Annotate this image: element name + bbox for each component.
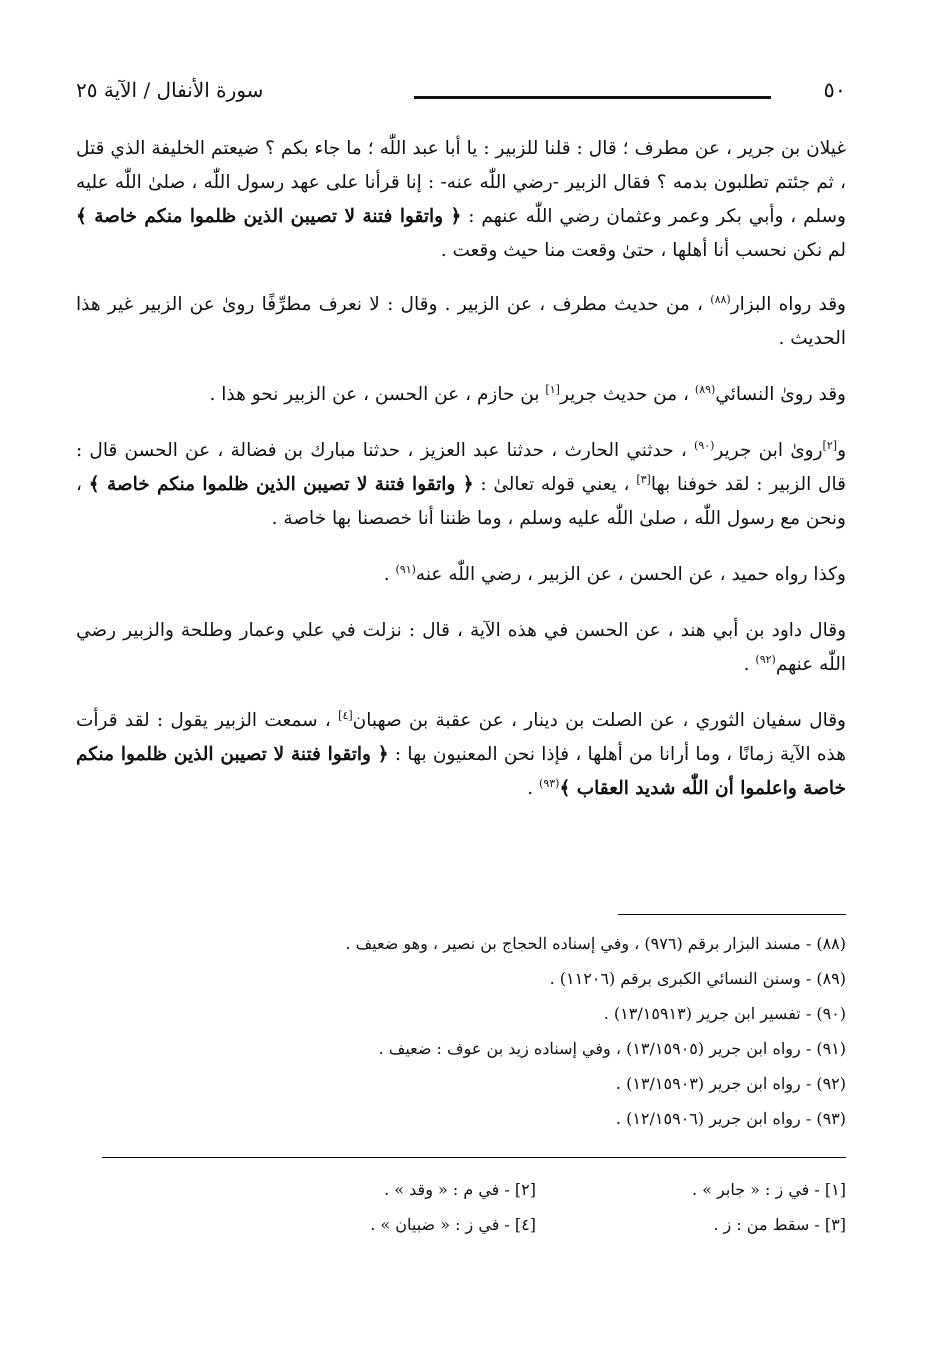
p2-b: ، من حديث مطرف ، عن الزبير . وقال : لا نعرف مطرِّفًا روىٰ عن الزبير غير هذا الحديث . xyxy=(76,294,846,349)
footnotes-list xyxy=(166,926,846,1136)
p3-b: ، من حديث جرير xyxy=(559,384,690,405)
footnote-92: (٩٢) - رواه ابن جرير (١٣/١٥٩٠٣) . xyxy=(615,1074,846,1093)
paragraph-6 xyxy=(76,614,846,682)
main-text xyxy=(76,132,846,828)
footnote-89: (٨٩) - وسنن النسائي الكبرى برقم (١١٢٠٦) . xyxy=(549,969,846,988)
footnote-93: (٩٣) - رواه ابن جرير (١٢/١٥٩٠٦) . xyxy=(615,1109,846,1128)
footnote-ref-88: (٨٨) xyxy=(710,292,731,306)
variant-note-4: [٤] - في ز : « ضبيان » . xyxy=(370,1215,536,1234)
variant-ref-1: [١] xyxy=(545,382,560,396)
footnote-ref-91: (٩١) xyxy=(395,562,416,576)
footnote-ref-89: (٨٩) xyxy=(694,382,716,396)
p1-text: غيلان بن جرير ، عن مطرف ؛ قال : قلنا للزبير : يا أبا عبد اللّٰه ؛ ما جاء بكم ؟ ضيعتم الخليفة الذي قتل ، ثم جئتم تطلبون بدمه ؟ فقال الزبير -رضي اللّٰه عنه- : إنا قرأنا على عهد رسول اللّٰه ، صلىٰ اللّٰه عليه وسلم ، وأبي بكر وعمر وعثمان رضي اللّٰه عنهم : xyxy=(76,138,846,227)
p3-a: وقد روىٰ النسائي xyxy=(715,384,846,405)
page-header xyxy=(76,78,846,118)
paragraph-5 xyxy=(76,558,846,592)
footnote-91: (٩١) - رواه ابن جرير (١٣/١٥٩٠٥) ، وفي إسناده زيد بن عوف : ضعيف . xyxy=(378,1039,846,1058)
running-title: سورة الأنفال / الآية ٢٥ xyxy=(76,78,264,102)
variant-note-2: [٢] - في م : « وقد » . xyxy=(384,1180,536,1199)
p7-b: ، سمعت الزبير يقول : لقد قرأت هذه الآية زمانًا ، وما أرانا من أهلها ، فإذا نحن المعنيون بها : xyxy=(76,710,847,765)
paragraph-2 xyxy=(76,288,846,356)
p7-c: . xyxy=(527,778,534,799)
p4-d: ، يعني قوله تعالىٰ : xyxy=(480,474,630,495)
variant-ref-3: [٣] xyxy=(636,472,651,486)
quran-verse: ﴿ واتقوا فتنة لا تصيبن الذين ظلموا منكم خاصة ﴾ xyxy=(76,206,462,227)
paragraph-7 xyxy=(76,704,846,806)
p4-c: ، حدثني الحارث ، حدثنا عبد العزيز ، حدثنا مبارك بن فضالة ، عن الحسن قال : قال الزبير : لقد خوفنا بها xyxy=(76,440,846,495)
p4-e: ، ونحن مع رسول اللّٰه ، صلىٰ اللّٰه عليه وسلم ، وما ظننا أنا خصصنا بها خاصة . xyxy=(76,474,846,529)
footnote-90: (٩٠) - تفسير ابن جرير (١٣/١٥٩١٣) . xyxy=(603,1004,846,1023)
paragraph-3 xyxy=(76,378,846,412)
page-number: ٥٠ xyxy=(823,78,846,102)
p4-b: روىٰ ابن جرير xyxy=(714,440,823,461)
p7-a: وقال سفيان الثوري ، عن الصلت بن دينار ، عن عقبة بن صهبان xyxy=(352,710,846,731)
p5-b: . xyxy=(383,564,390,585)
p6-b: . xyxy=(743,654,750,675)
variant-ref-4: [٤] xyxy=(338,708,353,722)
quran-verse: ﴿ واتقوا فتنة لا تصيبن الذين ظلموا منكم خاصة واعلموا أن اللّٰه شديد العقاب ﴾ xyxy=(76,744,846,799)
variant-notes xyxy=(226,1172,846,1242)
footnote-ref-92: (٩٢) xyxy=(755,652,776,666)
header-rule xyxy=(414,96,771,99)
footnote-88: (٨٨) - مسند البزار برقم (٩٧٦) ، وفي إسناده الحجاج بن نصير ، وهو ضعيف . xyxy=(345,934,846,953)
p3-c: بن حازم ، عن الحسن ، عن الزبير نحو هذا . xyxy=(209,384,540,405)
variant-note-1: [١] - في ز : « جابر » . xyxy=(692,1180,846,1199)
p6-a: وقال داود بن أبي هند ، عن الحسن في هذه الآية ، قال : نزلت في علي وعمار وطلحة والزبير رضي اللّٰه عنهم xyxy=(76,620,846,675)
p1-tail: لم نكن نحسب أنا أهلها ، حتىٰ وقعت منا حيث وقعت . xyxy=(440,240,846,261)
footnote-rule xyxy=(618,914,846,915)
quran-verse: ﴿ واتقوا فتنة لا تصيبن الذين ظلموا منكم خاصة ﴾ xyxy=(88,474,474,495)
variant-ref-2: [٢] xyxy=(822,438,838,452)
p4-a: و xyxy=(837,440,846,461)
variants-rule xyxy=(102,1157,846,1158)
variant-note-3: [٣] - سقط من : ز . xyxy=(713,1215,846,1234)
footnote-ref-90: (٩٠) xyxy=(694,438,715,452)
footnote-ref-93: (٩٣) xyxy=(539,776,560,790)
p2-a: وقد رواه البزار xyxy=(730,294,846,315)
p5-a: وكذا رواه حميد ، عن الحسن ، عن الزبير ، رضي اللّٰه عنه xyxy=(415,564,846,585)
paragraph-4 xyxy=(76,434,846,536)
paragraph-1 xyxy=(76,132,846,268)
